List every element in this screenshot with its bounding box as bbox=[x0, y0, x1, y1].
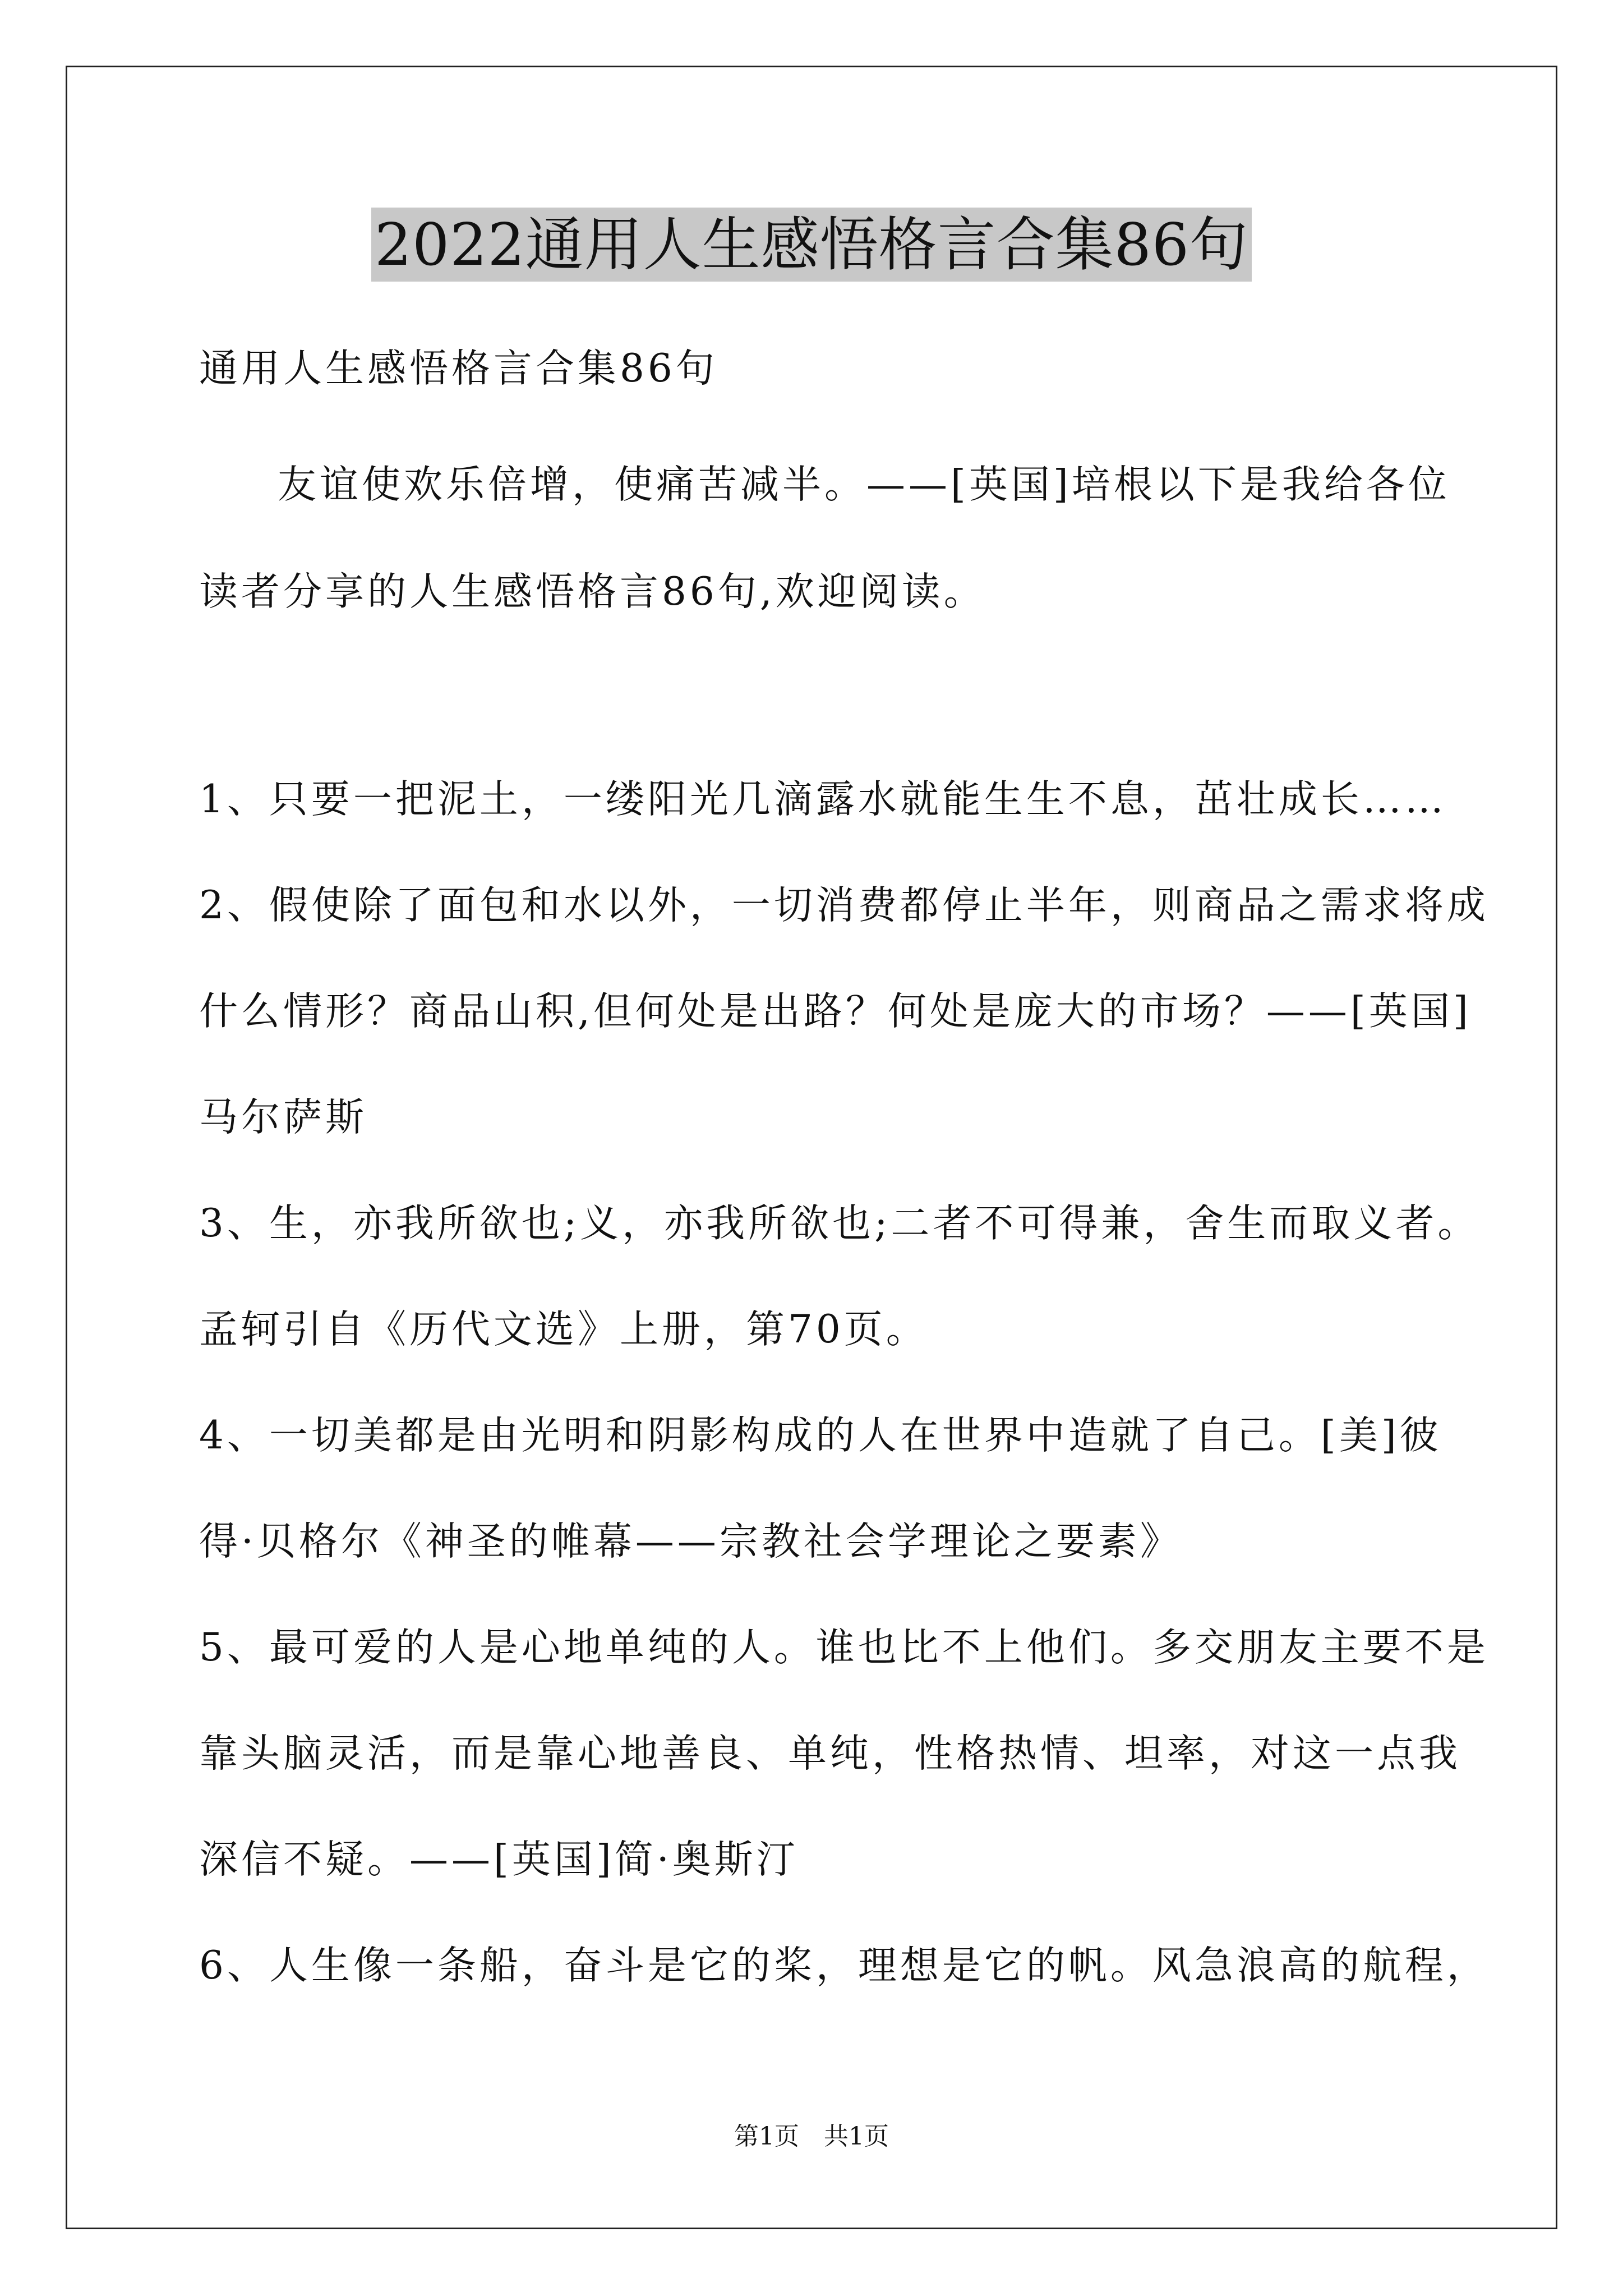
intro-line-1: 友谊使欢乐倍增，使痛苦减半。——[英国]培根以下是我给各位 bbox=[278, 462, 1450, 507]
intro-line-2: 读者分享的人生感悟格言86句,欢迎阅读。 bbox=[199, 569, 986, 614]
title-container bbox=[0, 208, 1623, 282]
item-5-line-2: 靠头脑灵活，而是靠心地善良、单纯，性格热情、坦率，对这一点我 bbox=[199, 1731, 1461, 1776]
item-2-line-3: 马尔萨斯 bbox=[199, 1095, 367, 1140]
item-3-line-1: 3、生，亦我所欲也;义，亦我所欲也;二者不可得兼，舍生而取义者。 bbox=[199, 1201, 1480, 1246]
item-2-line-1: 2、假使除了面包和水以外，一切消费都停止半年，则商品之需求将成 bbox=[199, 883, 1489, 928]
document-subtitle: 通用人生感悟格言合集86句 bbox=[199, 346, 718, 391]
item-6-line-1: 6、人生像一条船，奋斗是它的桨，理想是它的帆。风急浪高的航程， bbox=[199, 1943, 1489, 1988]
item-1-line-1: 1、只要一把泥土，一缕阳光几滴露水就能生生不息，茁壮成长…… bbox=[199, 777, 1447, 822]
page-footer: 第1页 共1页 bbox=[734, 2122, 889, 2151]
item-3-line-2: 孟轲引自《历代文选》上册，第70页。 bbox=[199, 1307, 928, 1352]
item-5-line-1: 5、最可爱的人是心地单纯的人。谁也比不上他们。多交朋友主要不是 bbox=[199, 1625, 1489, 1670]
item-5-line-3: 深信不疑。——[英国]简·奥斯汀 bbox=[199, 1837, 799, 1882]
item-4-line-2: 得·贝格尔《神圣的帷幕——宗教社会学理论之要素》 bbox=[199, 1519, 1182, 1564]
item-2-line-2: 什么情形？商品山积,但何处是出路？何处是庞大的市场？——[英国] bbox=[199, 989, 1472, 1034]
item-4-line-1: 4、一切美都是由光明和阴影构成的人在世界中造就了自己。[美]彼 bbox=[199, 1413, 1442, 1458]
document-title: 2022通用人生感悟格言合集86句 bbox=[371, 208, 1252, 282]
